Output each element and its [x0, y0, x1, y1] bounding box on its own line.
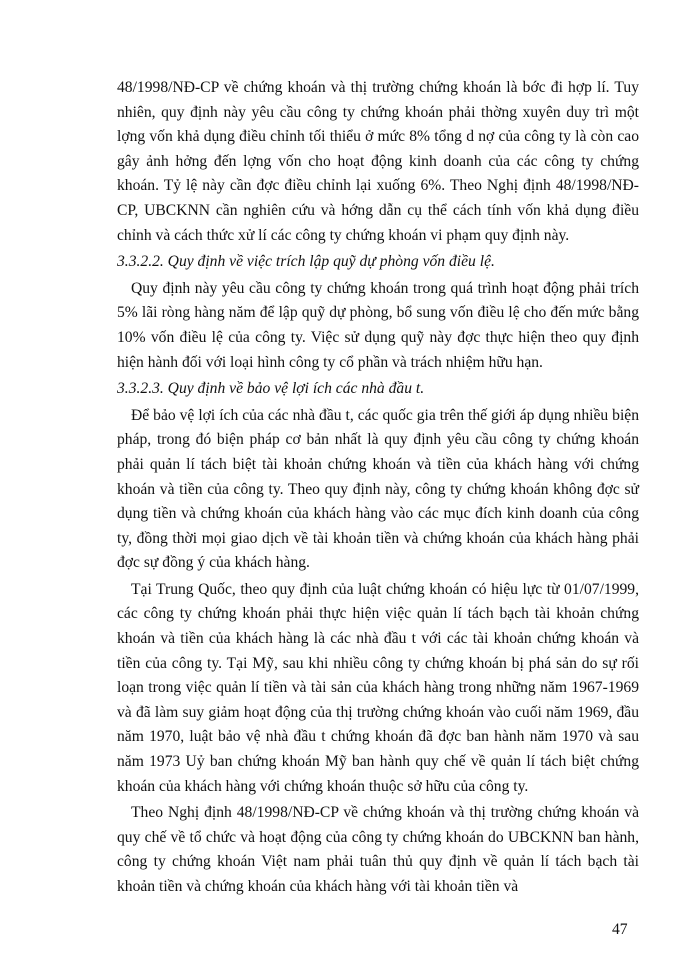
- paragraph-vkd: 48/1998/NĐ-CP về chứng khoán và thị trường chứng khoán là bớc đi hợp lí. Tuy nhiên, quy định này yêu cầu công ty chứng khoán phải thờng xuyên duy trì một lợng vốn khả dụng điều chỉnh tối thiểu ở mức 8% tổng d nợ của công ty là còn cao gây ảnh hởng đến lợng vốn cho hoạt động kinh doanh của các công ty chứng khoán. Tỷ lệ này cần đợc điều chỉnh lại xuống 6%. Theo Nghị định 48/1998/NĐ-CP, UBCKNN cần nghiên cứu và hớng dẫn cụ thể cách tính vốn khả dụng điều chỉnh và cách thức xử lí các công ty chứng khoán vi phạm quy định này.: [117, 79, 639, 244]
- paragraph-trung-quoc-my: Tại Trung Quốc, theo quy định của luật chứng khoán có hiệu lực từ 01/07/1999, các công ty chứng khoán phải thực hiện việc quản lí tách bạch tài khoản chứng khoán và tiền của khách hàng là các nhà đầu t với các tài khoản chứng khoán và tiền của công ty. Tại Mỹ, sau khi nhiều công ty chứng khoán bị phá sản do sự rối loạn trong việc quản lí tiền và tài sản của khách hàng trong những năm 1967-1969 và đã làm suy giảm hoạt động của thị trường chứng khoán vào cuối năm 1969, đầu năm 1970, luật bảo vệ nhà đầu t chứng khoán đã đợc ban hành năm 1970 và sau năm 1973 Uỷ ban chứng khoán Mỹ ban hành quy chế về quản lí tách biệt chứng khoán của khách hàng với chứng khoán thuộc sở hữu của công ty.: [117, 580, 639, 795]
- page-number: 47: [612, 921, 628, 938]
- section-heading-3-3-2-2: 3.3.2.2. Quy định về việc trích lập quỹ dự phòng vốn điều lệ.: [117, 253, 495, 271]
- paragraph-quy-du-phong: Quy định này yêu cầu công ty chứng khoán trong quá trình hoạt động phải trích 5% lãi ròng hàng năm để lập quỹ dự phòng, bổ sung vốn điều lệ cho đến mức bằng 10% vốn điều lệ của công ty. Việc sử dụng quỹ này đợc thực hiện theo quy định hiện hành đối với loại hình công ty cổ phần và trách nhiệm hữu hạn.: [117, 279, 639, 371]
- section-heading-3-3-2-3: 3.3.2.3. Quy định về bảo vệ lợi ích các nhà đầu t.: [117, 380, 425, 398]
- text-column: [117, 76, 639, 902]
- paragraph-nghi-dinh-48: Theo Nghị định 48/1998/NĐ-CP về chứng khoán và thị trường chứng khoán và quy chế về tổ chức và hoạt động của công ty chứng khoán do UBCKNN ban hành, công ty chứng khoán Việt nam phải tuân thủ quy định về quản lí tách bạch tài khoản tiền và chứng khoán của khách hàng với tài khoản tiền và: [117, 804, 639, 895]
- paragraph-bao-ve-nha-dau-tu: Để bảo vệ lợi ích của các nhà đầu t, các quốc gia trên thế giới áp dụng nhiều biện pháp, trong đó biện pháp cơ bản nhất là quy định yêu cầu công ty chứng khoán phải quản lí tách biệt tài khoản chứng khoán và tiền của khách hàng với chứng khoán và tiền của công ty. Theo quy định này, công ty chứng khoán không đợc sử dụng tiền và chứng khoán của khách hàng vào các mục đích kinh doanh của công ty, đồng thời mọi giao dịch về tài khoản tiền và chứng khoán của khách hàng phải đợc sự đồng ý của khách hàng.: [117, 406, 639, 572]
